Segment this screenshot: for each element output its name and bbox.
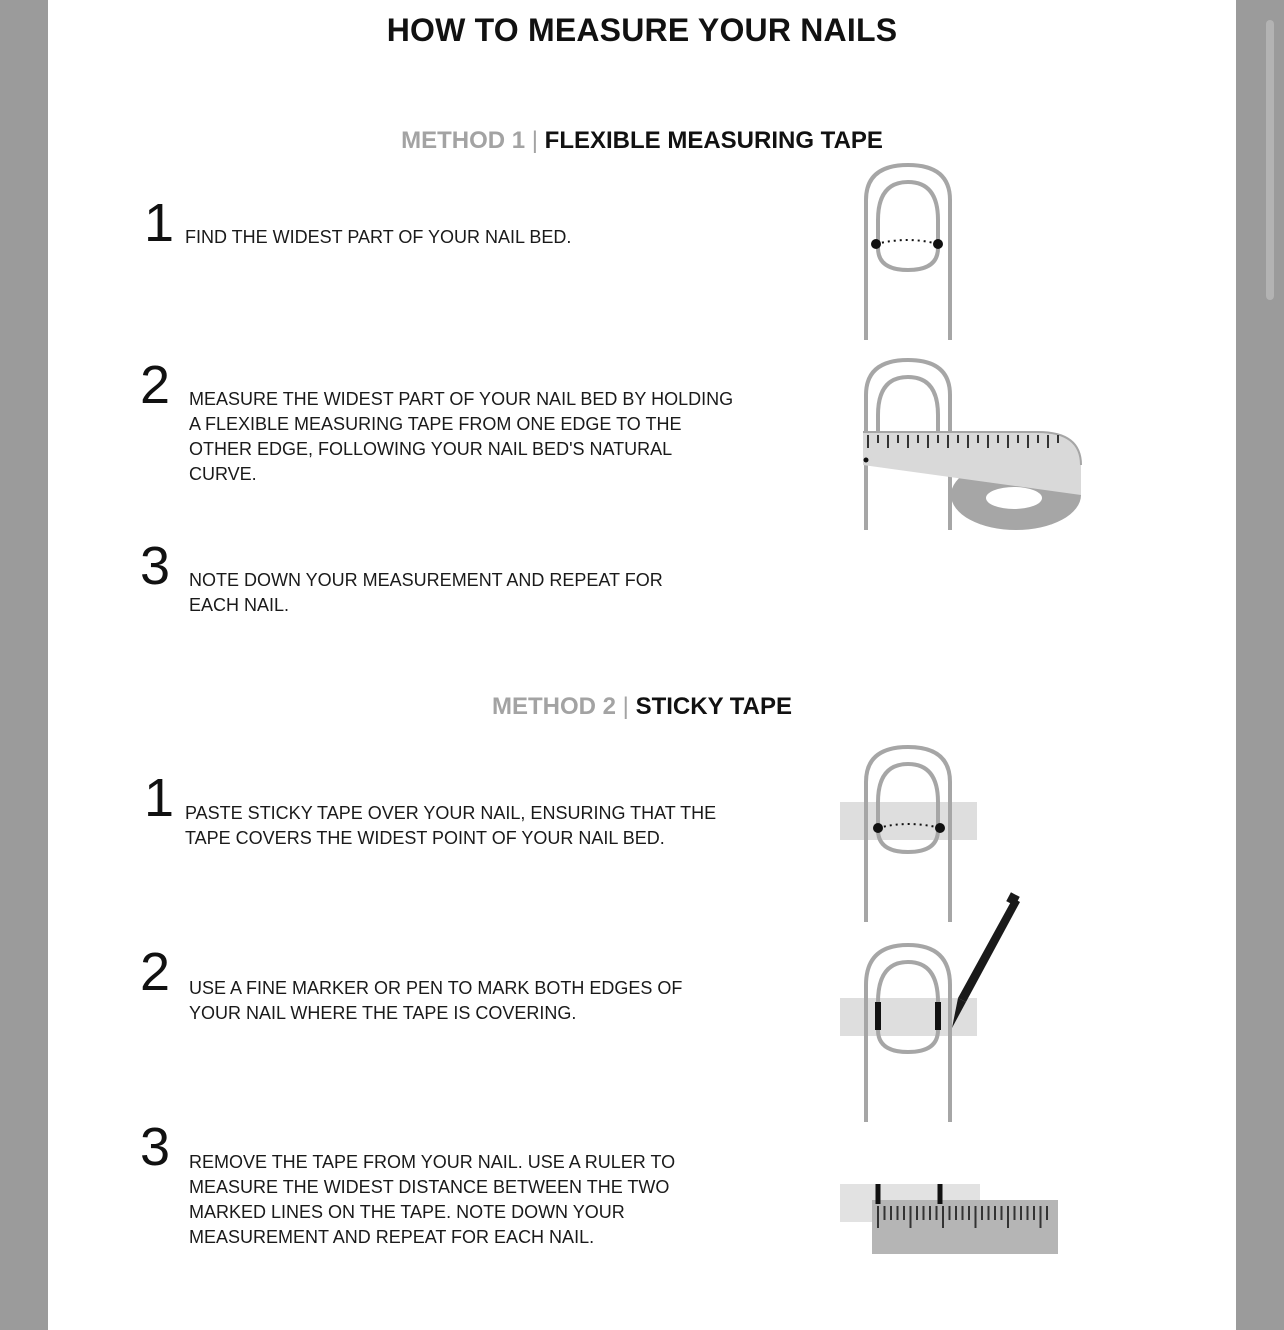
method-2-step-2-text: USE A FINE MARKER OR PEN TO MARK BOTH EDGES OF YOUR NAIL WHERE THE TAPE IS COVERING. bbox=[189, 978, 683, 1023]
page-title: HOW TO MEASURE YOUR NAILS bbox=[386, 12, 898, 48]
method-1-heading bbox=[48, 127, 1236, 155]
method-1-separator: | bbox=[531, 127, 538, 154]
finger-nail-icon bbox=[848, 160, 968, 345]
marker-pen-icon bbox=[838, 890, 1028, 1125]
method-2-step-2-number: 2 bbox=[140, 942, 171, 1002]
method-1-step-2-text: MEASURE THE WIDEST PART OF YOUR NAIL BED BY HOLDING A FLEXIBLE MEASURING TAPE FROM ONE EDGE TO THE OTHER EDGE, FOLLOWING YOUR NAIL BED'S NATURAL CURVE. bbox=[189, 389, 734, 484]
method-2-separator: | bbox=[622, 693, 629, 720]
method-1-number: METHOD 1 bbox=[401, 127, 526, 154]
method-1-step-3-text: NOTE DOWN YOUR MEASUREMENT AND REPEAT FOR EACH NAIL. bbox=[189, 570, 663, 615]
method-1-step-3-number: 3 bbox=[140, 536, 171, 596]
method-1-step-2-number: 2 bbox=[140, 355, 171, 415]
method-2-number: METHOD 2 bbox=[491, 693, 616, 720]
method-2-name: STICKY TAPE bbox=[635, 693, 793, 720]
document-page bbox=[48, 0, 1236, 1330]
method-2-heading bbox=[48, 693, 1236, 721]
method-1-step-1-text: FIND THE WIDEST PART OF YOUR NAIL BED. bbox=[185, 227, 572, 247]
method-2-step-3-text: REMOVE THE TAPE FROM YOUR NAIL. USE A RULER TO MEASURE THE WIDEST DISTANCE BETWEEN THE TWO MARKED LINES ON THE TAPE. NOTE DOWN YOUR MEASUREMENT AND REPEAT FOR EACH NAIL. bbox=[189, 1152, 676, 1247]
ruler-icon bbox=[838, 1180, 1063, 1260]
method-1-name: FLEXIBLE MEASURING TAPE bbox=[544, 127, 883, 154]
method-2-step-3-number: 3 bbox=[140, 1117, 171, 1177]
method-2-step-1-text: PASTE STICKY TAPE OVER YOUR NAIL, ENSURING THAT THE TAPE COVERS THE WIDEST POINT OF YOUR NAIL BED. bbox=[185, 803, 717, 848]
measuring-tape-icon bbox=[848, 355, 1088, 535]
scrollbar-thumb[interactable] bbox=[1266, 20, 1274, 300]
method-2-step-1-number: 1 bbox=[144, 768, 175, 828]
method-1-step-1-number: 1 bbox=[144, 193, 175, 253]
